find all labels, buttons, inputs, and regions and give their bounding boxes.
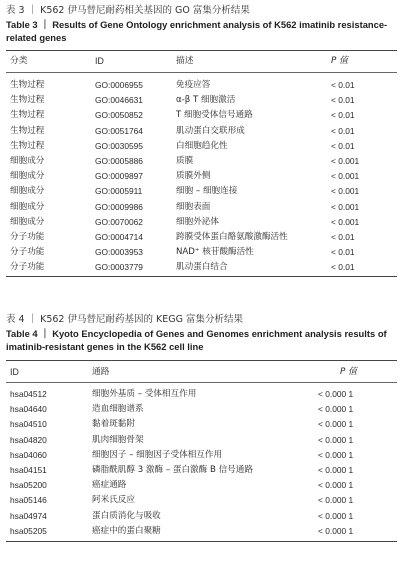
table4-cell-id: hsa04060 xyxy=(10,449,47,460)
table4-cell-pathway: 造血细胞谱系 xyxy=(92,404,144,415)
table4-cell-p: < 0.000 1 xyxy=(318,525,354,536)
table4-top-rule xyxy=(6,360,397,361)
table3-cell-id: GO:0009897 xyxy=(95,171,143,182)
table4-caption-en: Table 4 ｜ Kyoto Encyclopedia of Genes and Genomes enrichment analysis results of imatinib-resistant genes in the K562 cell line xyxy=(6,328,387,352)
table3-cell-p: < 0.01 xyxy=(331,140,355,151)
table3-cell-id: GO:0030595 xyxy=(95,140,143,151)
table4-header-p: P 值 xyxy=(340,367,357,377)
table3-cell-description: 细胞表面 xyxy=(176,201,211,212)
table4-cell-pathway: 癌症中的蛋白聚糖 xyxy=(92,525,161,536)
table3-cell-category: 生物过程 xyxy=(10,140,45,151)
table3-header-description: 描述 xyxy=(176,56,194,66)
table3-cell-category: 细胞成分 xyxy=(10,156,45,166)
table3-cell-p: < 0.01 xyxy=(331,262,355,273)
table3-cell-description: 肌动蛋白交联形成 xyxy=(176,125,245,136)
table4-cell-p: < 0.000 1 xyxy=(318,404,354,415)
table3-cell-id: GO:0005911 xyxy=(95,186,143,197)
table3-row xyxy=(0,139,403,153)
table3-row xyxy=(0,260,403,274)
table3-cell-category: 分子功能 xyxy=(10,247,45,258)
table3-cell-category: 细胞成分 xyxy=(10,201,45,212)
table3-row xyxy=(0,230,403,244)
table3-caption-cn: 表 3 ｜ K562 伊马替尼耐药相关基因的 GO 富集分析结果 xyxy=(6,5,250,16)
table3-cell-id: GO:0009986 xyxy=(95,201,143,212)
table3-cell-p: < 0.01 xyxy=(331,80,355,90)
table3-row xyxy=(0,184,403,198)
table4-cell-pathway: 磷脂酰肌醇 3 激酶 – 蛋白激酶 B 信号通路 xyxy=(92,465,253,475)
table3-cell-description: 免疫应答 xyxy=(176,80,211,90)
table3-row xyxy=(0,200,403,214)
table3-cell-id: GO:0070062 xyxy=(95,216,143,227)
table3-cell-p: < 0.01 xyxy=(331,125,355,136)
table4-cell-id: hsa04974 xyxy=(10,510,47,521)
table3-cell-p: < 0.01 xyxy=(331,110,355,121)
table3-cell-description: NAD⁺ 核苷酸酶活性 xyxy=(176,247,254,258)
table3-row xyxy=(0,245,403,259)
table3-cell-category: 生物过程 xyxy=(10,110,45,121)
table4-cell-p: < 0.000 1 xyxy=(318,434,354,445)
table3-header-p: P 值 xyxy=(331,56,348,66)
table3-header-category: 分类 xyxy=(10,56,28,66)
table3-cell-id: GO:0004714 xyxy=(95,232,143,242)
table4-cell-id: hsa05205 xyxy=(10,525,47,536)
table4-cell-p: < 0.000 1 xyxy=(318,495,354,506)
table4-cell-pathway: 肌肉细胞骨架 xyxy=(92,434,144,445)
table3-cell-category: 细胞成分 xyxy=(10,171,45,182)
table4-cell-pathway: 蛋白质消化与吸收 xyxy=(92,510,161,521)
table3-row xyxy=(0,215,403,229)
table4-cell-id: hsa05200 xyxy=(10,480,47,491)
table3-cell-description: α-β T 细胞激活 xyxy=(176,95,236,106)
table3-cell-p: < 0.01 xyxy=(331,247,355,258)
table4-cell-id: hsa05146 xyxy=(10,495,47,506)
table3-cell-id: GO:0003779 xyxy=(95,262,143,273)
table3-cell-id: GO:0046631 xyxy=(95,95,143,106)
table3-cell-id: GO:0005886 xyxy=(95,156,143,166)
table3-cell-category: 细胞成分 xyxy=(10,216,45,227)
table4-cell-pathway: 阿米氏反应 xyxy=(92,495,135,506)
table3-header-rule xyxy=(6,72,397,73)
table3-row xyxy=(0,108,403,122)
table3-caption-en: Table 3 ｜ Results of Gene Ontology enrichment analysis of K562 imatinib resistance-related genes xyxy=(6,19,388,43)
table4-cell-p: < 0.000 1 xyxy=(318,419,354,430)
table4-row xyxy=(0,493,403,507)
table4-caption xyxy=(0,313,403,353)
table3-cell-category: 生物过程 xyxy=(10,80,45,90)
table4-bottom-rule xyxy=(6,541,397,542)
table3-bottom-rule xyxy=(6,276,397,277)
table4-header-row xyxy=(0,365,403,379)
table3-cell-p: < 0.001 xyxy=(331,171,360,182)
table3-cell-description: 跨膜受体蛋白酪氨酸激酶活性 xyxy=(176,232,288,242)
table3-cell-id: GO:0003953 xyxy=(95,247,143,258)
table3-cell-description: 肌动蛋白结合 xyxy=(176,262,228,273)
table3-cell-category: 分子功能 xyxy=(10,262,45,273)
table3-cell-description: 质膜外侧 xyxy=(176,171,211,182)
table3-row xyxy=(0,124,403,138)
table3-row xyxy=(0,78,403,92)
table3-cell-p: < 0.001 xyxy=(331,186,360,197)
table3-cell-description: 细胞 – 细胞连接 xyxy=(176,186,238,197)
table4-cell-pathway: 黏着斑黏附 xyxy=(92,419,135,430)
table4-cell-id: hsa04151 xyxy=(10,465,47,475)
table3-cell-p: < 0.001 xyxy=(331,216,360,227)
table3-cell-description: 白细胞趋化性 xyxy=(176,140,228,151)
table3-cell-description: 质膜 xyxy=(176,156,194,166)
table4-row xyxy=(0,417,403,431)
table4-row xyxy=(0,433,403,447)
table3-cell-id: GO:0051764 xyxy=(95,125,143,136)
table4-cell-p: < 0.000 1 xyxy=(318,389,354,399)
table4-cell-p: < 0.000 1 xyxy=(318,465,354,475)
table3-cell-p: < 0.01 xyxy=(331,232,355,242)
table3-cell-id: GO:0050852 xyxy=(95,110,143,121)
table4-cell-p: < 0.000 1 xyxy=(318,510,354,521)
table3-cell-category: 生物过程 xyxy=(10,95,45,106)
table4-row xyxy=(0,478,403,492)
table4-row xyxy=(0,524,403,538)
table4-row xyxy=(0,463,403,477)
table3-row xyxy=(0,154,403,168)
table4-cell-id: hsa04512 xyxy=(10,389,47,399)
table4-cell-p: < 0.000 1 xyxy=(318,449,354,460)
table4-row xyxy=(0,509,403,523)
table4-header-pathway: 通路 xyxy=(92,367,110,377)
table3-cell-p: < 0.001 xyxy=(331,201,360,212)
table4-row xyxy=(0,448,403,462)
table3-cell-p: < 0.001 xyxy=(331,156,360,166)
table4-header-id: ID xyxy=(10,367,19,377)
table3-cell-id: GO:0006955 xyxy=(95,80,143,90)
table4-cell-pathway: 细胞外基质 – 受体相互作用 xyxy=(92,389,197,399)
table3-cell-category: 分子功能 xyxy=(10,232,45,242)
table4-cell-id: hsa04510 xyxy=(10,419,47,430)
table3-row xyxy=(0,93,403,107)
table3-header-row xyxy=(0,54,403,68)
table4-cell-id: hsa04820 xyxy=(10,434,47,445)
table4-cell-pathway: 癌症通路 xyxy=(92,480,127,491)
table4-row xyxy=(0,402,403,416)
table3-cell-description: 细胞外泌体 xyxy=(176,216,219,227)
table3-caption xyxy=(0,4,403,44)
table3-cell-p: < 0.01 xyxy=(331,95,355,106)
table4-header-rule xyxy=(6,382,397,383)
table3-row xyxy=(0,169,403,183)
table3-header-id: ID xyxy=(95,56,104,66)
table4-cell-id: hsa04640 xyxy=(10,404,47,415)
table4-cell-pathway: 细胞因子 – 细胞因子受体相互作用 xyxy=(92,449,223,460)
table3-cell-description: T 细胞受体信号通路 xyxy=(176,110,253,121)
table3-cell-category: 生物过程 xyxy=(10,125,45,136)
table3-cell-category: 细胞成分 xyxy=(10,186,45,197)
table4-cell-p: < 0.000 1 xyxy=(318,480,354,491)
table4-caption-cn: 表 4 ｜ K562 伊马替尼耐药基因的 KEGG 富集分析结果 xyxy=(6,314,243,325)
table3-top-rule xyxy=(6,50,397,51)
table4-row xyxy=(0,387,403,401)
